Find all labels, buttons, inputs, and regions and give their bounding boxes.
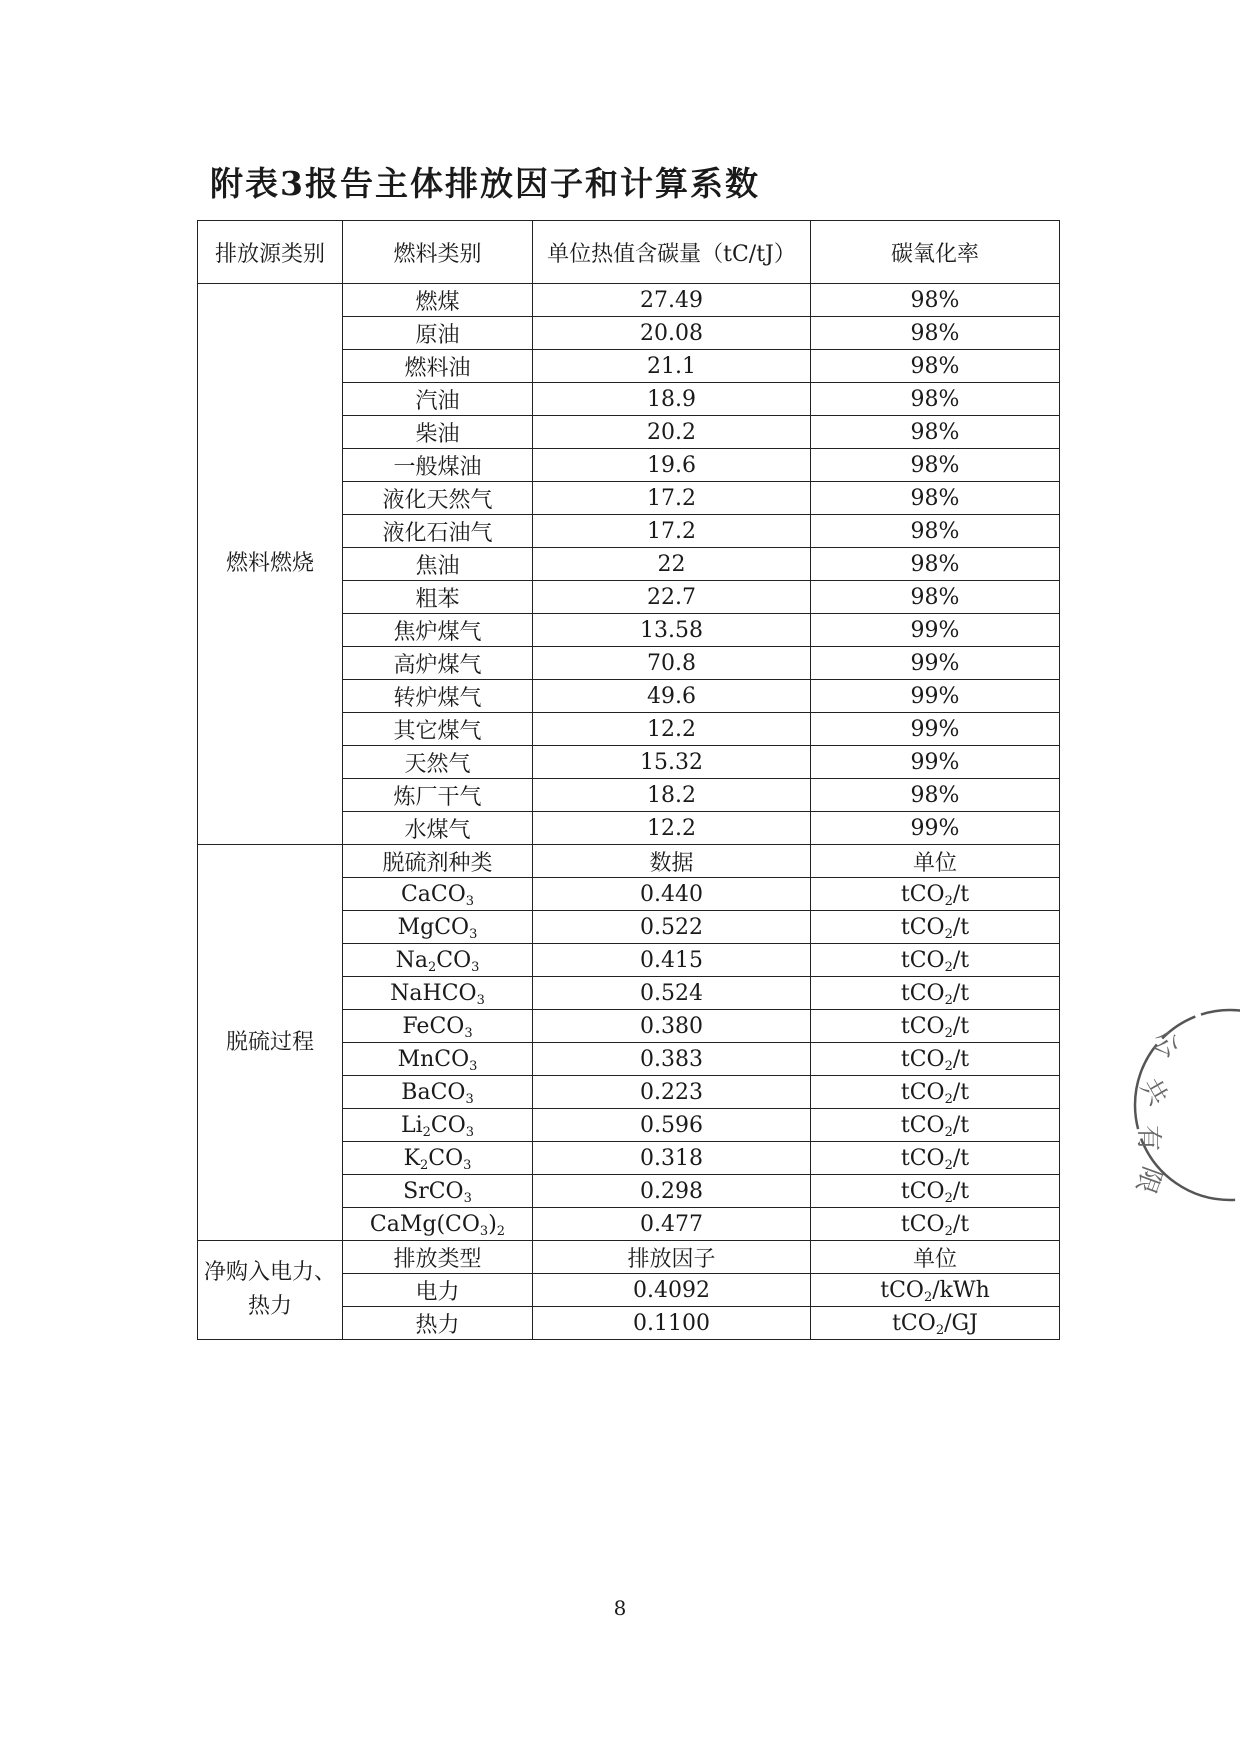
header-fuel-type: 燃料类别 [343,221,533,284]
emission-factor-value: 0.1100 [533,1307,811,1340]
carbon-content-value: 20.08 [533,317,811,350]
desulfurizer-value: 0.298 [533,1175,811,1208]
desulfurizer-value: 0.415 [533,944,811,977]
fuel-name: 其它煤气 [343,713,533,746]
desulfurizer-unit: tCO$_2$/t [811,1109,1060,1142]
oxidation-rate-value: 98% [811,548,1060,581]
energy-type: 电力 [343,1274,533,1307]
oxidation-rate-value: 99% [811,746,1060,779]
carbon-content-value: 22 [533,548,811,581]
desulfurizer-value: 0.440 [533,878,811,911]
desulfurizer-value: 0.596 [533,1109,811,1142]
fuel-name: 一般煤油 [343,449,533,482]
oxidation-rate-value: 98% [811,581,1060,614]
svg-text:限: 限 [1129,1162,1167,1198]
energy-type: 热力 [343,1307,533,1340]
fuel-name: 粗苯 [343,581,533,614]
fuel-name: 炼厂干气 [343,779,533,812]
desulfurizer-unit: tCO$_2$/t [811,878,1060,911]
desulfurizer-unit: tCO$_2$/t [811,1043,1060,1076]
carbon-content-value: 13.58 [533,614,811,647]
emission-factor-unit: tCO$_2$/GJ [811,1307,1060,1340]
oxidation-rate-value: 99% [811,647,1060,680]
desulfurizer-name: BaCO$_3$ [343,1076,533,1109]
desulfurizer-value: 0.223 [533,1076,811,1109]
fuel-name: 焦油 [343,548,533,581]
category-desulfurization: 脱硫过程 [198,845,343,1241]
table-header-row [198,221,1060,284]
fuel-name: 汽油 [343,383,533,416]
desulfurizer-name: MnCO$_3$ [343,1043,533,1076]
carbon-content-value: 27.49 [533,284,811,317]
desulfurizer-unit: tCO$_2$/t [811,977,1060,1010]
table-row [198,284,1060,317]
desulfurizer-name: CaCO$_3$ [343,878,533,911]
oxidation-rate-value: 98% [811,284,1060,317]
subheader-factor: 排放因子 [533,1241,811,1274]
fuel-name: 燃煤 [343,284,533,317]
subheader-type: 排放类型 [343,1241,533,1274]
desulfurizer-value: 0.524 [533,977,811,1010]
carbon-content-value: 17.2 [533,515,811,548]
desulfurizer-name: NaHCO$_3$ [343,977,533,1010]
emission-factor-unit: tCO$_2$/kWh [811,1274,1060,1307]
desulfurization-subheader-row [198,845,1060,878]
subheader-agent: 脱硫剂种类 [343,845,533,878]
oxidation-rate-value: 99% [811,812,1060,845]
fuel-name: 柴油 [343,416,533,449]
desulfurizer-value: 0.318 [533,1142,811,1175]
desulfurizer-name: $K_2CO_3$ [343,1142,533,1175]
category-purchased-energy [198,1241,343,1340]
desulfurizer-unit: tCO$_2$/t [811,1175,1060,1208]
carbon-content-value: 49.6 [533,680,811,713]
desulfurizer-unit: tCO$_2$/t [811,1076,1060,1109]
desulfurizer-unit: tCO$_2$/t [811,944,1060,977]
desulfurizer-name: $Na_2CO_3$ [343,944,533,977]
oxidation-rate-value: 98% [811,449,1060,482]
svg-text:有: 有 [1133,1125,1163,1152]
desulfurizer-unit: tCO$_2$/t [811,1010,1060,1043]
desulfurizer-unit: tCO$_2$/t [811,1142,1060,1175]
emission-factor-value: 0.4092 [533,1274,811,1307]
fuel-name: 高炉煤气 [343,647,533,680]
carbon-content-value: 20.2 [533,416,811,449]
category-purchased-energy-line1: 净购入电力、 [203,1260,336,1285]
oxidation-rate-value: 99% [811,680,1060,713]
fuel-name: 液化石油气 [343,515,533,548]
purchased-energy-subheader-row [198,1241,1060,1274]
fuel-name: 水煤气 [343,812,533,845]
subheader-data: 数据 [533,845,811,878]
carbon-content-value: 18.9 [533,383,811,416]
official-seal-stamp [1100,1005,1240,1205]
carbon-content-value: 17.2 [533,482,811,515]
header-carbon-content: 单位热值含碳量（tC/tJ） [533,221,811,284]
desulfurizer-unit: tCO$_2$/t [811,1208,1060,1241]
oxidation-rate-value: 98% [811,482,1060,515]
desulfurizer-name: $CaMg(CO_3)_2$ [343,1208,533,1241]
carbon-content-value: 18.2 [533,779,811,812]
carbon-content-value: 70.8 [533,647,811,680]
carbon-content-value: 15.32 [533,746,811,779]
carbon-content-value: 22.7 [533,581,811,614]
header-source-category: 排放源类别 [198,221,343,284]
svg-text:公: 公 [1146,1025,1185,1065]
subheader-unit: 单位 [811,1241,1060,1274]
desulfurizer-name: $Li_2CO_3$ [343,1109,533,1142]
category-purchased-energy-line2: 热力 [247,1294,292,1319]
page-title: 附表3报告主体排放因子和计算系数 [210,164,760,203]
carbon-content-value: 21.1 [533,350,811,383]
svg-text:共: 共 [1133,1073,1173,1112]
desulfurizer-value: 0.380 [533,1010,811,1043]
fuel-name: 原油 [343,317,533,350]
oxidation-rate-value: 98% [811,383,1060,416]
oxidation-rate-value: 98% [811,515,1060,548]
oxidation-rate-value: 99% [811,614,1060,647]
fuel-name: 燃料油 [343,350,533,383]
carbon-content-value: 12.2 [533,812,811,845]
oxidation-rate-value: 98% [811,779,1060,812]
emission-factor-table [197,220,1060,1340]
category-fuel-combustion: 燃料燃烧 [198,284,343,845]
fuel-name: 液化天然气 [343,482,533,515]
subheader-unit: 单位 [811,845,1060,878]
carbon-content-value: 19.6 [533,449,811,482]
fuel-name: 转炉煤气 [343,680,533,713]
desulfurizer-name: FeCO$_3$ [343,1010,533,1043]
desulfurizer-value: 0.383 [533,1043,811,1076]
oxidation-rate-value: 98% [811,350,1060,383]
desulfurizer-name: SrCO$_3$ [343,1175,533,1208]
oxidation-rate-value: 98% [811,317,1060,350]
page-number: 8 [613,1596,627,1620]
header-oxidation-rate: 碳氧化率 [811,221,1060,284]
desulfurizer-unit: tCO$_2$/t [811,911,1060,944]
desulfurizer-value: 0.522 [533,911,811,944]
oxidation-rate-value: 98% [811,416,1060,449]
desulfurizer-value: 0.477 [533,1208,811,1241]
desulfurizer-name: MgCO$_3$ [343,911,533,944]
fuel-name: 焦炉煤气 [343,614,533,647]
oxidation-rate-value: 99% [811,713,1060,746]
carbon-content-value: 12.2 [533,713,811,746]
fuel-name: 天然气 [343,746,533,779]
